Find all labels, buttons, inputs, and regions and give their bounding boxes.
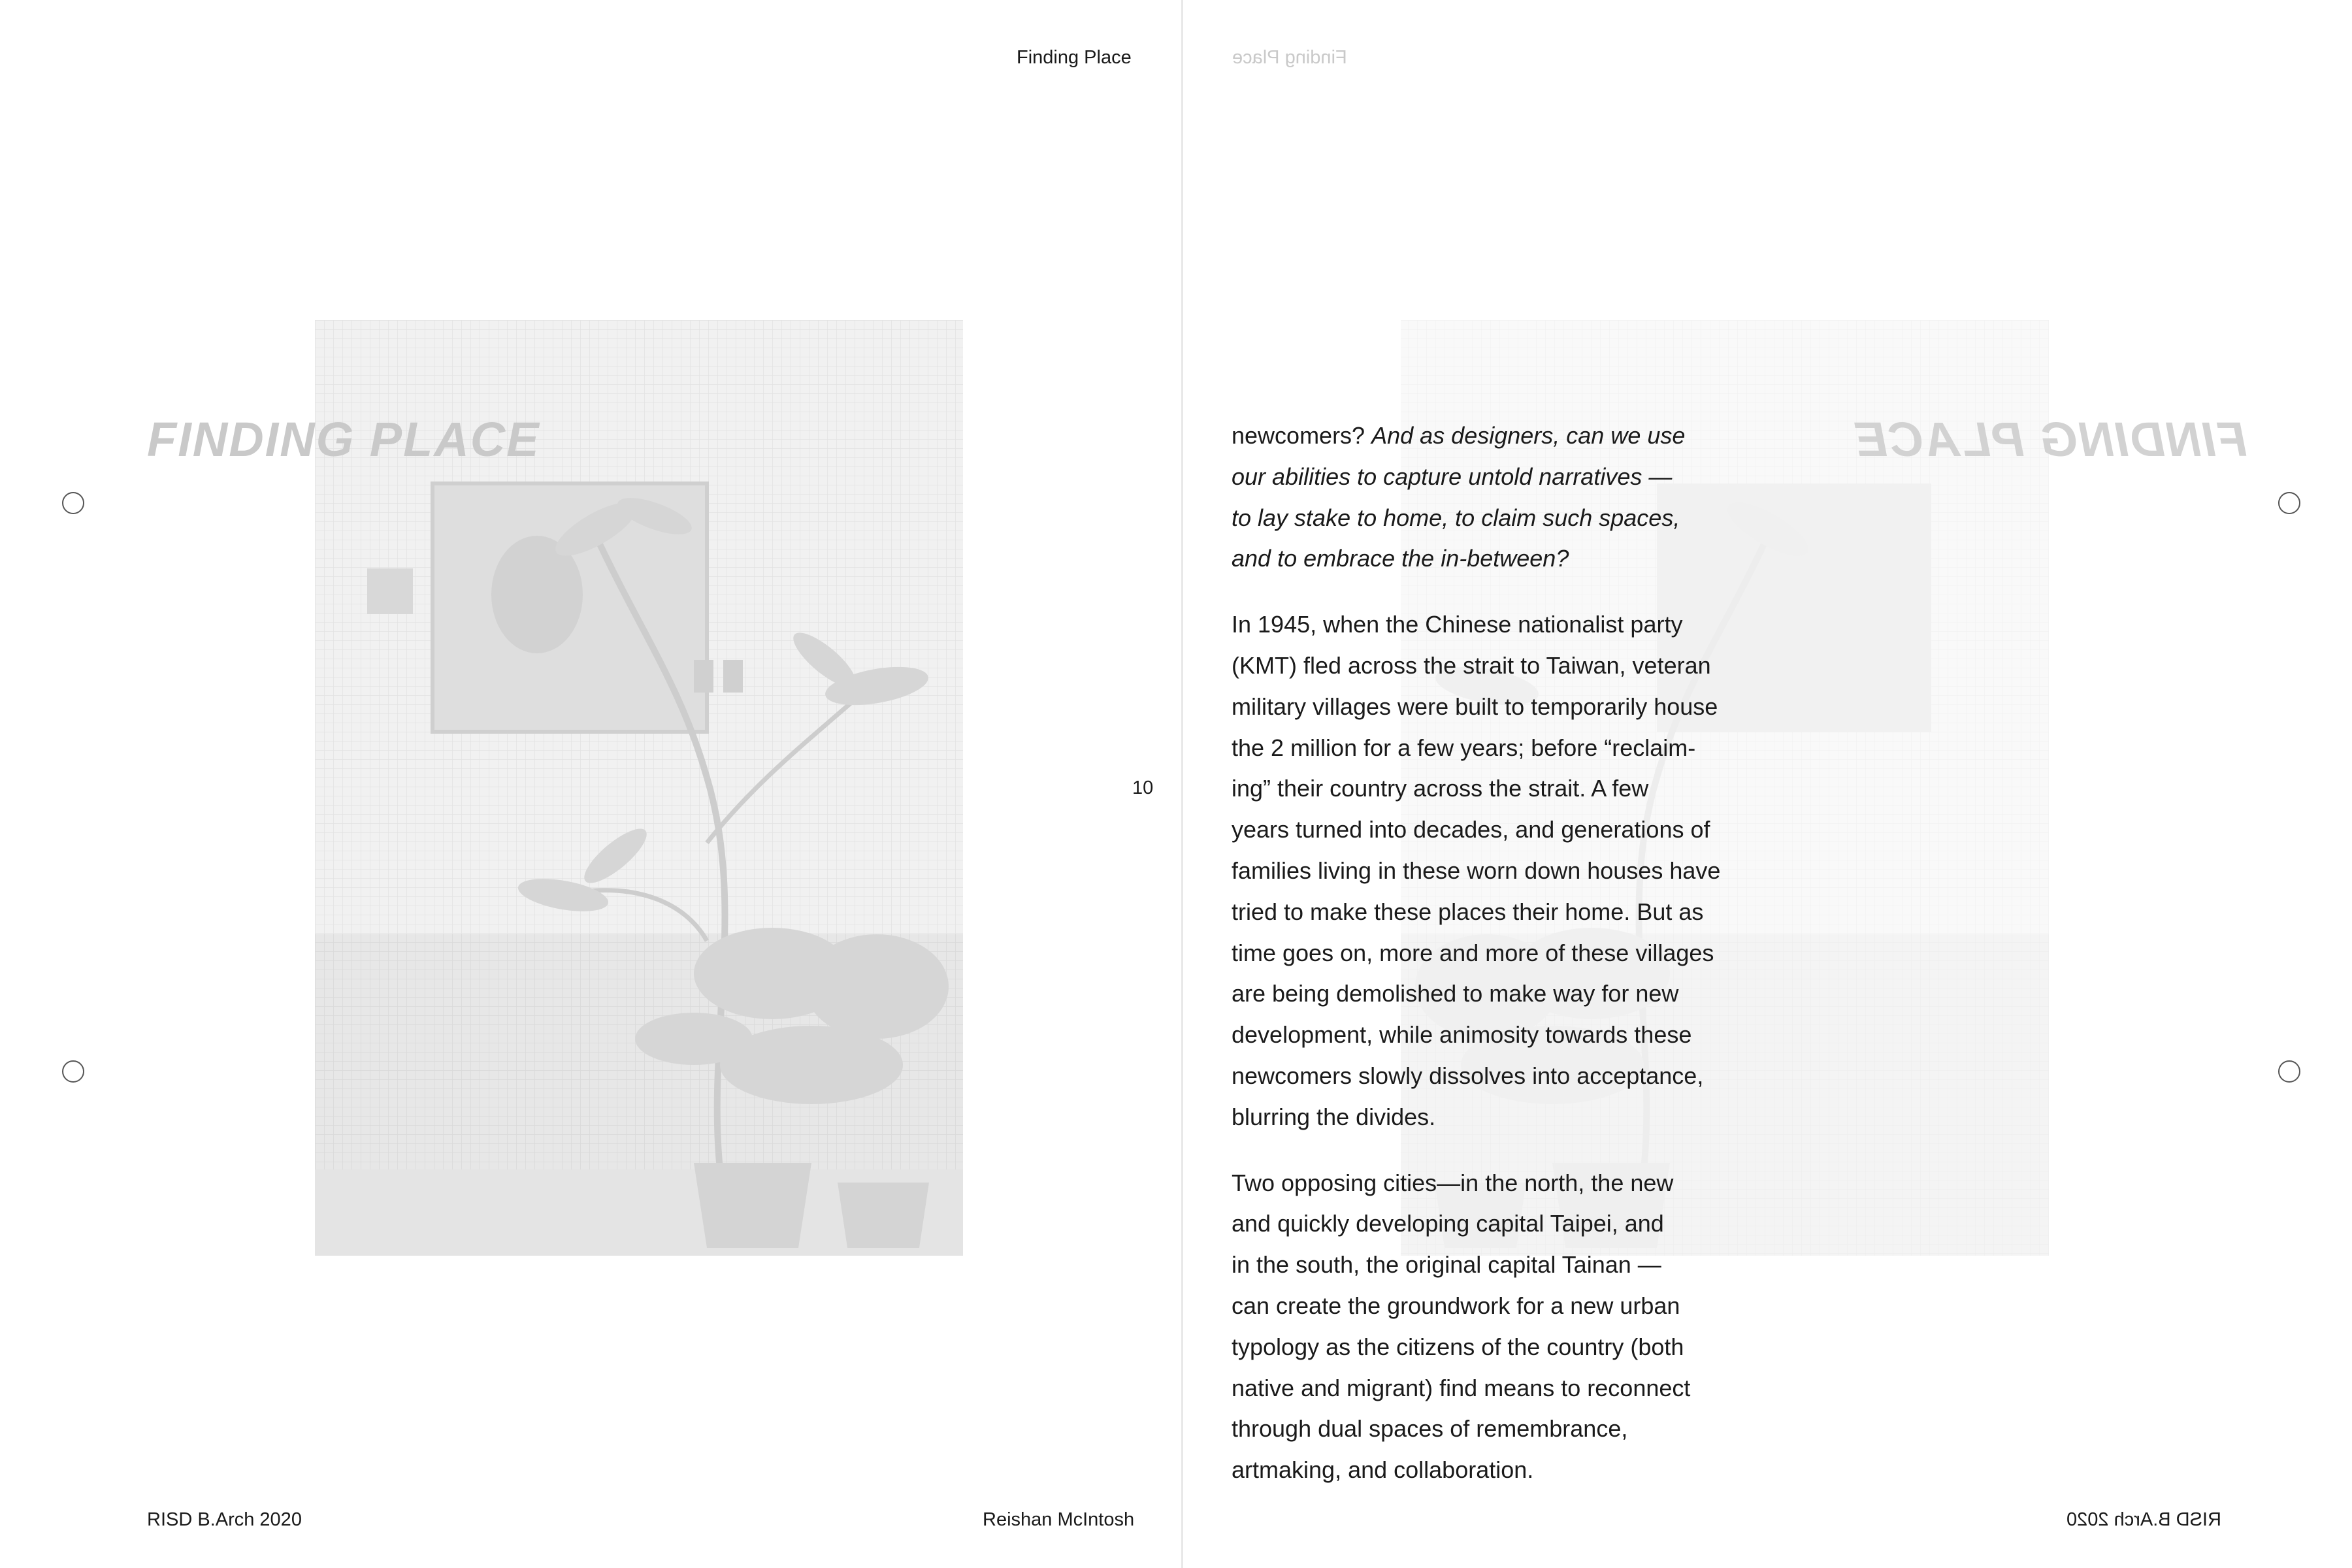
- text-line: tried to make these places their home. But as: [1232, 898, 1704, 925]
- text-line: years turned into decades, and generations of: [1232, 816, 1710, 843]
- text-line: (KMT) fled across the strait to Taiwan, veteran: [1232, 651, 1711, 679]
- text-line: in the south, the original capital Tainan —: [1232, 1251, 1661, 1279]
- text-line: the 2 million for a few years; before “reclaim-: [1232, 734, 1696, 761]
- binder-hole-icon: [2278, 492, 2300, 514]
- text-line: ing” their country across the strait. A few: [1232, 775, 1649, 802]
- running-head-right-mirrored: Finding Place: [1232, 47, 1347, 68]
- binder-hole-icon: [62, 492, 84, 514]
- paragraph-2: [1232, 604, 1793, 1137]
- text-line: and to embrace the in-between?: [1232, 545, 1569, 572]
- paragraph-1: [1232, 416, 1793, 580]
- text-line: development, while animosity towards these: [1232, 1021, 1692, 1049]
- text-line: In 1945, when the Chinese nationalist party: [1232, 611, 1683, 638]
- text-line: families living in these worn down houses have: [1232, 857, 1721, 884]
- page-number: 10: [1132, 777, 1154, 798]
- text-line: to lay stake to home, to claim such spaces,: [1232, 504, 1680, 531]
- text-line: artmaking, and collaboration.: [1232, 1456, 1534, 1484]
- footer-program: RISD B.Arch 2020: [147, 1509, 302, 1530]
- text-line: through dual spaces of remembrance,: [1232, 1415, 1628, 1443]
- text-line: native and migrant) find means to reconnect: [1232, 1374, 1691, 1401]
- text-line: typology as the citizens of the country (both: [1232, 1333, 1684, 1360]
- page-fold-divider: [1181, 0, 1183, 1568]
- text-line: time goes on, more and more of these villages: [1232, 939, 1714, 966]
- binder-hole-icon: [62, 1060, 84, 1083]
- text-line: and quickly developing capital Taipei, and: [1232, 1210, 1664, 1237]
- text-line: [1232, 416, 1793, 457]
- text-line: our abilities to capture untold narratives —: [1232, 463, 1673, 490]
- text-span: newcomers?: [1232, 422, 1372, 449]
- footer-author: Reishan McIntosh: [983, 1509, 1135, 1530]
- footer-program-mirrored: RISD B.Arch 2020: [2066, 1509, 2221, 1530]
- text-line: blurring the divides.: [1232, 1103, 1436, 1130]
- italic-text-span: And as designers, can we use: [1371, 422, 1686, 449]
- text-line: Two opposing cities—in the north, the new: [1232, 1169, 1674, 1196]
- text-line: can create the groundwork for a new urban: [1232, 1292, 1680, 1319]
- section-title-mirrored: FINDING PLACE: [1854, 412, 2247, 466]
- running-head-left: Finding Place: [1017, 47, 1132, 68]
- text-line: newcomers slowly dissolves into acceptance,: [1232, 1062, 1704, 1089]
- section-title: FINDING PLACE: [147, 412, 540, 466]
- paragraph-3: [1232, 1163, 1793, 1491]
- text-line: military villages were built to temporarily house: [1232, 693, 1718, 720]
- text-line: are being demolished to make way for new: [1232, 980, 1679, 1007]
- binder-hole-icon: [2278, 1060, 2300, 1083]
- body-text: [1232, 416, 1793, 1516]
